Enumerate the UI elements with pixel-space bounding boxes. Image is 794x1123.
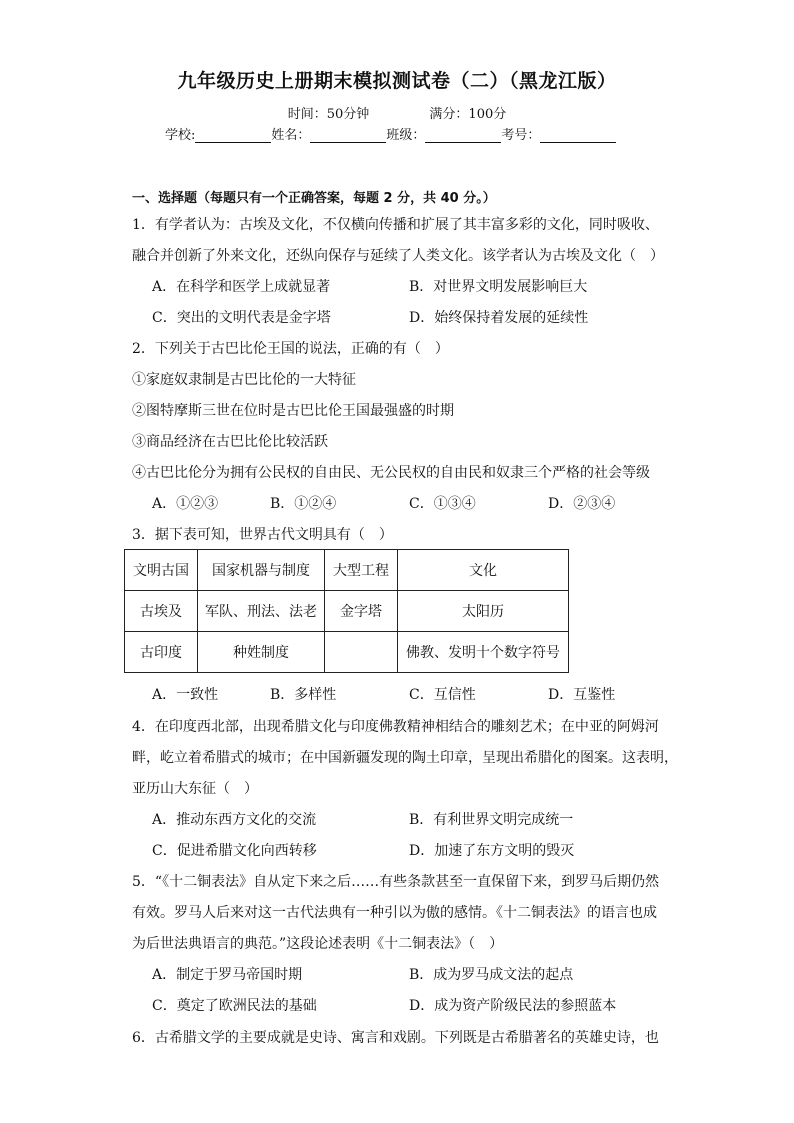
- q4-stem-line3: 亚历山大东征（ ）: [132, 781, 258, 797]
- q1-stem-line2: 融合并创新了外来文化，还纵向保存与延续了人类文化。该学者认为古埃及文化（ ）: [132, 248, 664, 264]
- table-cell: 金字塔: [325, 591, 398, 632]
- q1-option-c[interactable]: C．突出的文明代表是金字塔: [152, 310, 331, 326]
- q4-stem-line2: 畔，屹立着希腊式的城市；在中国新疆发现的陶土印章，呈现出希腊化的图案。这表明，: [132, 750, 678, 766]
- name-blank[interactable]: [310, 128, 386, 143]
- q1-stem-line1: 1．有学者认为：古埃及文化，不仅横向传播和扩展了其丰富多彩的文化，同时吸收、: [132, 217, 659, 233]
- table-cell: [325, 632, 398, 673]
- q1-option-d[interactable]: D．始终保持着发展的延续性: [409, 310, 589, 326]
- q6-stem-line1: 6．古希腊文学的主要成就是史诗、寓言和戏剧。下列既是古希腊著名的英雄史诗，也: [132, 1030, 659, 1046]
- table-cell: 军队、刑法、法老: [198, 591, 325, 632]
- q1-option-b[interactable]: B．对世界文明发展影响巨大: [409, 279, 588, 295]
- table-cell: 古埃及: [125, 591, 198, 632]
- q2-option-d[interactable]: D．②③④: [548, 496, 616, 512]
- q3-option-b[interactable]: B．多样性: [270, 687, 337, 703]
- school-label: 学校:: [165, 128, 196, 143]
- q5-option-a[interactable]: A．制定于罗马帝国时期: [152, 967, 303, 983]
- q5-option-c[interactable]: C．奠定了欧洲民法的基础: [152, 998, 317, 1014]
- exam-number-label: 考号：: [501, 128, 541, 143]
- q5-stem-line3: 为后世法典语言的典范。”这段论述表明《十二铜表法》（ ）: [132, 936, 504, 952]
- q3-option-a[interactable]: A．一致性: [152, 687, 219, 703]
- civilizations-table: [124, 549, 569, 673]
- q5-stem-line1: 5．“《十二铜表法》自从定下来之后……有些条款甚至一直保留下来，到罗马后期仍然: [132, 874, 660, 890]
- table-header-cell: 文化: [398, 550, 569, 591]
- section-heading: 一、选择题（每题只有一个正确答案，每题 2 分，共 40 分。）: [132, 191, 496, 206]
- q3-option-d[interactable]: D．互鉴性: [548, 687, 616, 703]
- table-cell: 古印度: [125, 632, 198, 673]
- q2-statement-4: ④古巴比伦分为拥有公民权的自由民、无公民权的自由民和奴隶三个严格的社会等级: [132, 465, 650, 481]
- exam-time: 时间：50分钟: [287, 107, 370, 122]
- q1-option-a[interactable]: A．在科学和医学上成就显著: [152, 279, 331, 295]
- student-info-line: [165, 124, 616, 143]
- exam-number-blank[interactable]: [540, 128, 616, 143]
- table-cell: 太阳历: [398, 591, 569, 632]
- table-header-cell: 国家机器与制度: [198, 550, 325, 591]
- q2-option-b[interactable]: B．①②④: [270, 496, 337, 512]
- q5-stem-line2: 有效。罗马人后来对这一古代法典有一种引以为傲的感情。《十二铜表法》的语言也成: [132, 905, 657, 921]
- exam-score: 满分：100分: [429, 107, 507, 122]
- table-cell: 佛教、发明十个数字符号: [398, 632, 569, 673]
- q5-option-b[interactable]: B．成为罗马成文法的起点: [409, 967, 574, 983]
- q2-statement-2: ②图特摩斯三世在位时是古巴比伦王国最强盛的时期: [132, 403, 454, 419]
- class-label: 班级：: [386, 128, 426, 143]
- name-label: 姓名：: [271, 128, 311, 143]
- table-row: [125, 632, 569, 673]
- q3-stem: 3．据下表可知，世界古代文明具有（ ）: [132, 527, 393, 543]
- table-row: [125, 591, 569, 632]
- q2-stem: 2．下列关于古巴比伦王国的说法，正确的有（ ）: [132, 341, 449, 357]
- q2-option-c[interactable]: C．①③④: [409, 496, 476, 512]
- table-cell: 种姓制度: [198, 632, 325, 673]
- q5-option-d[interactable]: D．成为资产阶级民法的参照蓝本: [409, 998, 617, 1014]
- table-header-row: [125, 550, 569, 591]
- q4-option-d[interactable]: D．加速了东方文明的毁灭: [409, 843, 575, 859]
- q2-option-a[interactable]: A．①②③: [152, 496, 219, 512]
- q2-statement-3: ③商品经济在古巴比伦比较活跃: [132, 434, 328, 450]
- table-header-cell: 大型工程: [325, 550, 398, 591]
- table-header-cell: 文明古国: [125, 550, 198, 591]
- exam-meta: [0, 103, 794, 122]
- q4-option-b[interactable]: B．有利世界文明完成统一: [409, 812, 574, 828]
- school-blank[interactable]: [195, 128, 271, 143]
- exam-title: 九年级历史上册期末模拟测试卷（二）（黑龙江版）: [177, 70, 617, 92]
- q2-statement-1: ①家庭奴隶制是古巴比伦的一大特征: [132, 372, 356, 388]
- q3-option-c[interactable]: C．互信性: [409, 687, 476, 703]
- class-blank[interactable]: [425, 128, 501, 143]
- q4-option-a[interactable]: A．推动东西方文化的交流: [152, 812, 317, 828]
- q4-option-c[interactable]: C．促进希腊文化向西转移: [152, 843, 317, 859]
- q4-stem-line1: 4．在印度西北部，出现希腊文化与印度佛教精神相结合的雕刻艺术；在中亚的阿姆河: [132, 719, 659, 735]
